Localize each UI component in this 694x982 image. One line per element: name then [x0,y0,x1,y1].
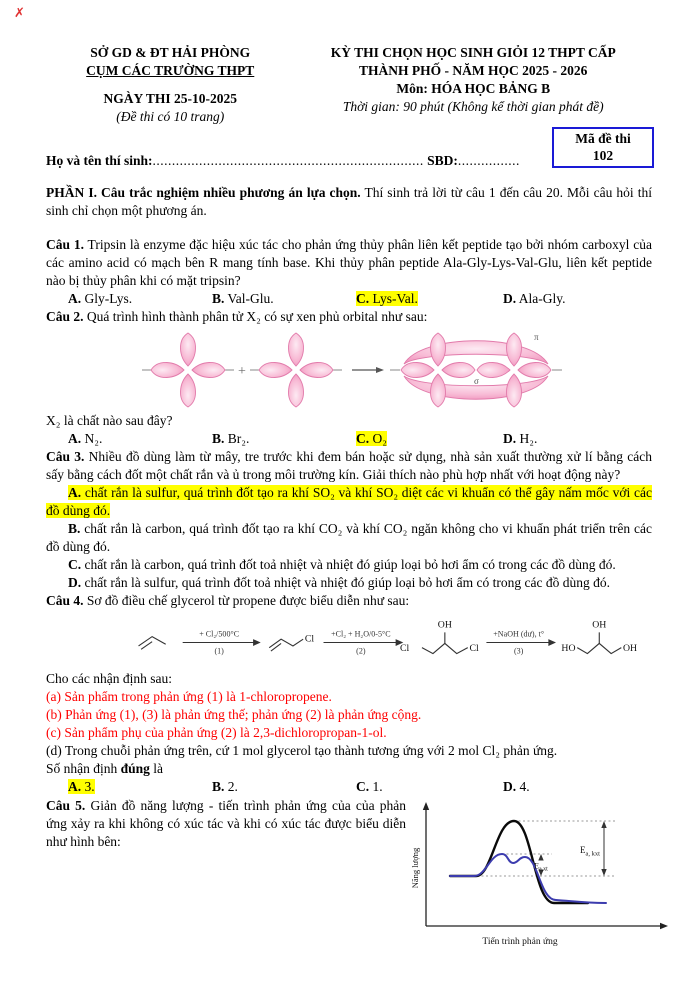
q1-option-c: C. Lys-Val. [356,291,418,306]
q4-statement-b: (b) Phản ứng (1), (3) là phản ứng thế; phản ứng (2) là phản ứng cộng. [46,707,422,722]
glycerol-synthesis-scheme [132,612,644,668]
part1-heading-rest: Thí sinh trả lời từ câu 1 đến câu 20. Mỗi câu hỏi thí sinh chỉ chọn một phương án. [46,185,652,218]
header [46,44,652,126]
exam-title-line2: THÀNH PHỐ - NĂM HỌC 2025 - 2026 [359,63,588,78]
q1-options [46,290,652,308]
y-axis-label: Năng lượng [410,847,420,889]
glycerol-oh-top: OH [592,619,607,631]
q4-options [46,778,652,796]
q4-stem: Câu 4. Sơ đồ điều chế glycerol từ propene được biểu diễn như sau: [46,593,410,608]
step3-number: (3) [513,646,524,656]
q2-option-a: A. N₂. [68,431,103,446]
q2-stem: Câu 2. Quá trình hình thành phân tử X₂ có sự xen phủ orbital như sau: [46,309,428,324]
energy-profile-chart [410,796,686,974]
q3-option-a: A. chất rắn là sulfur, quá trình đốt tạo ra khí SO₂ và khí SO₂ diệt các vi khuẩn có thể gây nấm mốc với các đồ dùng đó. [46,485,652,518]
q1-option-b: B. Val-Glu. [212,291,274,306]
part1-heading-bold: PHẦN I. Câu trắc nghiệm nhiều phương án lựa chọn. [46,185,361,200]
dichloro-oh-label: OH [437,619,452,631]
sigma-bond-label: σ [474,376,479,386]
q2-options [46,430,652,448]
q2-question: X₂ là chất nào sau đây? [46,413,173,428]
x-axis-arrowhead [660,923,668,929]
q1-stem: Câu 1. Tripsin là enzyme đặc hiệu xúc tác cho phản ứng thủy phân liên kết peptide tạo bởi nhóm carboxyl của các amino acid có mạch bên R mang tính base. Khi thủy phân peptide Ala-Gly-Lys-Val-Glu, liên kết peptide nào bị thủy phân khi có mặt tripsin? [46,237,652,288]
q3-label: Câu 3. [46,449,85,464]
y-axis-arrowhead [423,802,429,810]
q3-option-d: D. chất rắn là sulfur, quá trình đốt toả nhiệt và nhiệt đó giúp loại bỏ hơi ẩm có trong các đồ dùng đó. [68,575,610,590]
step3-reagents: +NaOH (dư), t° [493,629,545,639]
q4-note: Cho các nhận định sau: [46,671,172,686]
q2-option-b: B. Br₂. [212,431,250,446]
q3-stem: Câu 3. Nhiều đồ dùng làm từ mây, tre trước khi đem bán hoặc sử dụng, nhà sản xuất thường xử lí bằng cách sấy bằng cách đốt một chất rắn và ủ trong môi trường kín. Giải thích nào phù hợp nhất với hoạt động này? [46,449,652,482]
red-x-mark: ✗ [14,5,25,20]
molecular-orbital-product [401,332,551,407]
pi-bond-label: π [534,332,539,342]
q4-option-d: D. 4. [503,779,530,794]
q5-label: Câu 5. [46,798,86,813]
duration-line: Thời gian: 90 phút (Không kể thời gian phát đề) [342,99,604,114]
q2-option-d: D. H₂. [503,431,538,446]
q3-option-c: C. chất rắn là carbon, quá trình đốt toả nhiệt và nhiệt đó giúp loại bỏ hơi ẩm có trong các đồ dùng đó. [68,557,616,572]
ea-kxt-label: $E_{a, kxt}$ [580,845,600,858]
q4-statement-d: (d) Trong chuỗi phản ứng trên, cứ 1 mol glycerol tạo thành tương ứng với 2 mol Cl₂ phản ứng. [46,743,558,758]
q5-block [46,796,694,974]
candidate-name-line [46,152,554,170]
allyl-cl-label: Cl [304,633,315,645]
x-axis-label: Tiến trình phản ứng [482,937,558,947]
ea-xt-label: $E_{a,xt}$ [534,861,548,873]
q2-label: Câu 2. [46,309,84,324]
q2-option-c: C. O₂ [356,431,387,446]
q1-label: Câu 1. [46,237,84,252]
q4-statement-a: (a) Sản phẩm trong phản ứng (1) là 1-chloropropene. [46,689,332,704]
exam-title-line1: KỲ THI CHỌN HỌC SINH GIỎI 12 THPT CẤP [330,45,616,60]
q4-label: Câu 4. [46,593,84,608]
exam-code-value: 102 [592,148,614,163]
header-right [294,44,652,126]
glycerol-oh-right: OH [623,643,638,655]
q1-option-a: A. Gly-Lys. [68,291,133,306]
q5-stem: Câu 5. Giản đồ năng lượng - tiến trình phản ứng của của phản ứng xảy ra khi không có xúc tác và khi có xúc tác được biểu diễn như hình bên: [46,798,406,849]
sbd-label: SBD: [423,153,458,168]
q4-option-a: A. 3. [68,779,95,794]
candidate-name-dots: ...................................................................... [152,153,424,168]
step1-number: (1) [214,646,224,656]
p-orbital-left [151,333,225,407]
dichloro-cl-right: Cl [469,643,479,655]
dichloro-cl-left: Cl [399,643,410,655]
exam-code-label: Mã đề thi [575,131,631,146]
q3-option-b: B. chất rắn là carbon, quá trình đốt tạo ra khí CO₂ và khí CO₂ ngăn không cho vi khuẩn phát triển trên các đồ dùng đó. [46,521,652,554]
glycerol-ho-label: HO [561,643,576,655]
q1-option-d: D. Ala-Gly. [503,291,566,306]
p-orbital-right [259,333,333,407]
department-name: SỞ GD & ĐT HẢI PHÒNG [90,45,251,60]
plus-sign: + [238,364,246,379]
header-left [46,44,294,126]
step2-reagents: +Cl₂ + H₂O/0-5°C [331,629,391,639]
q4-statement-c: (c) Sản phẩm phụ của phản ứng (2) là 2,3-dichloropropan-1-ol. [46,725,387,740]
part1-heading [46,184,652,220]
step1-reagents: + Cl₂/500°C [199,629,240,639]
pages-note: (Đề thi có 10 trang) [116,109,225,124]
candidate-name-label: Họ và tên thí sinh: [46,153,153,168]
q4-option-b: B. 2. [212,779,238,794]
curve-uncatalyzed [450,821,588,903]
exam-code-box [552,127,654,168]
step2-number: (2) [356,646,366,656]
subject-line: Môn: HÓA HỌC BẢNG B [396,81,551,96]
school-cluster-name: CỤM CÁC TRƯỜNG THPT [86,63,255,78]
exam-date: NGÀY THI 25-10-2025 [103,91,237,106]
curve-catalyzed [450,854,606,903]
sbd-dots: ................ [457,153,520,168]
overlap-arrow-icon [352,367,384,373]
q4-conclusion: Số nhận định đúng là [46,761,164,776]
orbital-overlap-diagram [138,328,568,412]
q4-option-c: C. 1. [356,779,383,794]
